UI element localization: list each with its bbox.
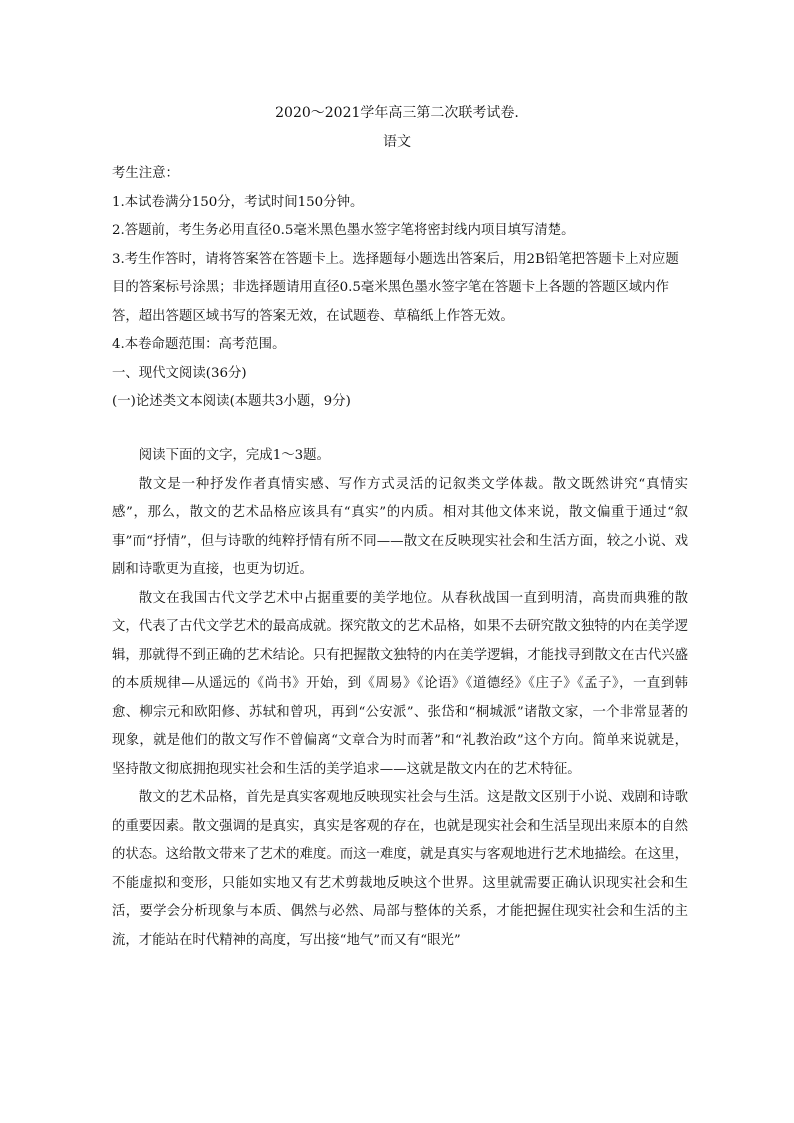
notice-item-4: 4.本卷命题范围：高考范围。 — [112, 337, 286, 352]
notice-item-2: 2.答题前，考生务必用直径0.5毫米黑色墨水签字笔将密封线内项目填写清楚。 — [112, 223, 575, 238]
passage-paragraph-3: 散文的艺术品格，首先是真实客观地反映现实社会与生活。这是散文区别于小说、戏剧和诗歌的重要因素。散文强调的是真实，真实是客观的存在，也就是现实社会和生活呈现出来原本的自然的状态。这给散文带来了艺术的难度。而这一难度，就是真实与客观地进行艺术地描绘。在这里，不能虚拟和变形，只能如实地又有艺术剪裁地反映这个世界。这里就需要正确认识现实社会和生活，要学会分析现象与本质、偶然与必然、局部与整体的关系，才能把握住现实社会和生活的主流，才能站在时代精神的高度，写出接“地气”而又有“眼光” — [112, 790, 688, 948]
notice-item-1: 1.本试卷满分150分，考试时间150分钟。 — [112, 194, 364, 210]
passage-paragraph-2: 散文在我国古代文学艺术中占据重要的美学地位。从春秋战国一直到明清，高贵而典雅的散文，代表了古代文学艺术的最高成就。探究散文的艺术品格，如果不去研究散文独特的内在美学逻辑，那就得不到正确的艺术结论。只有把握散文独特的内在美学逻辑，才能找寻到散文在古代兴盛的本质规律—从遥远的《尚书》开始，到《周易》《论语》《道德经》《庄子》《孟子》，一直到韩愈、柳宗元和欧阳修、苏轼和曾巩，再到“公安派”、张岱和“桐城派”诸散文家，一个非常显著的现象，就是他们的散文写作不曾偏离“文章合为时而著”和“礼教治政”这个方向。简单来说就是，坚持散文彻底拥抱现实社会和生活的美学追求——这就是散文内在的艺术特征。 — [112, 590, 688, 777]
exam-notice — [112, 160, 688, 417]
subject-title: 语文 — [383, 134, 411, 150]
notice-item-3: 3.考生作答时，请将答案答在答题卡上。选择题每小题选出答案后，用2B铅笔把答题卡上对应题目的答案标号涂黑；非选择题请用直径0.5毫米黑色墨水签字笔在答题卡上各题的答题区域内作答，超出答题区域书写的答案无效，在试题卷、草稿纸上作答无效。 — [112, 251, 679, 324]
exam-title: 2020～2021学年高三第二次联考试卷. — [275, 105, 519, 121]
reading-passage — [112, 442, 688, 955]
passage-instruction: 阅读下面的文字，完成1～3题。 — [138, 448, 330, 463]
passage-paragraph-1: 散文是一种抒发作者真情实感、写作方式灵活的记叙类文学体裁。散文既然讲究“真情实感”，那么，散文的艺术品格应该具有“真实”的内质。相对其他文体来说，散文偏重于通过“叙事”而“抒情”，但与诗歌的纯粹抒情有所不同——散文在反映现实社会和生活方面，较之小说、戏剧和诗歌更为直接，也更为切近。 — [112, 476, 688, 577]
notice-heading: 考生注意： — [112, 166, 179, 181]
subsection-heading: (一)论述类文本阅读(本题共3小题，9分) — [112, 394, 351, 409]
section-heading: 一、现代文阅读(36分) — [112, 365, 247, 381]
